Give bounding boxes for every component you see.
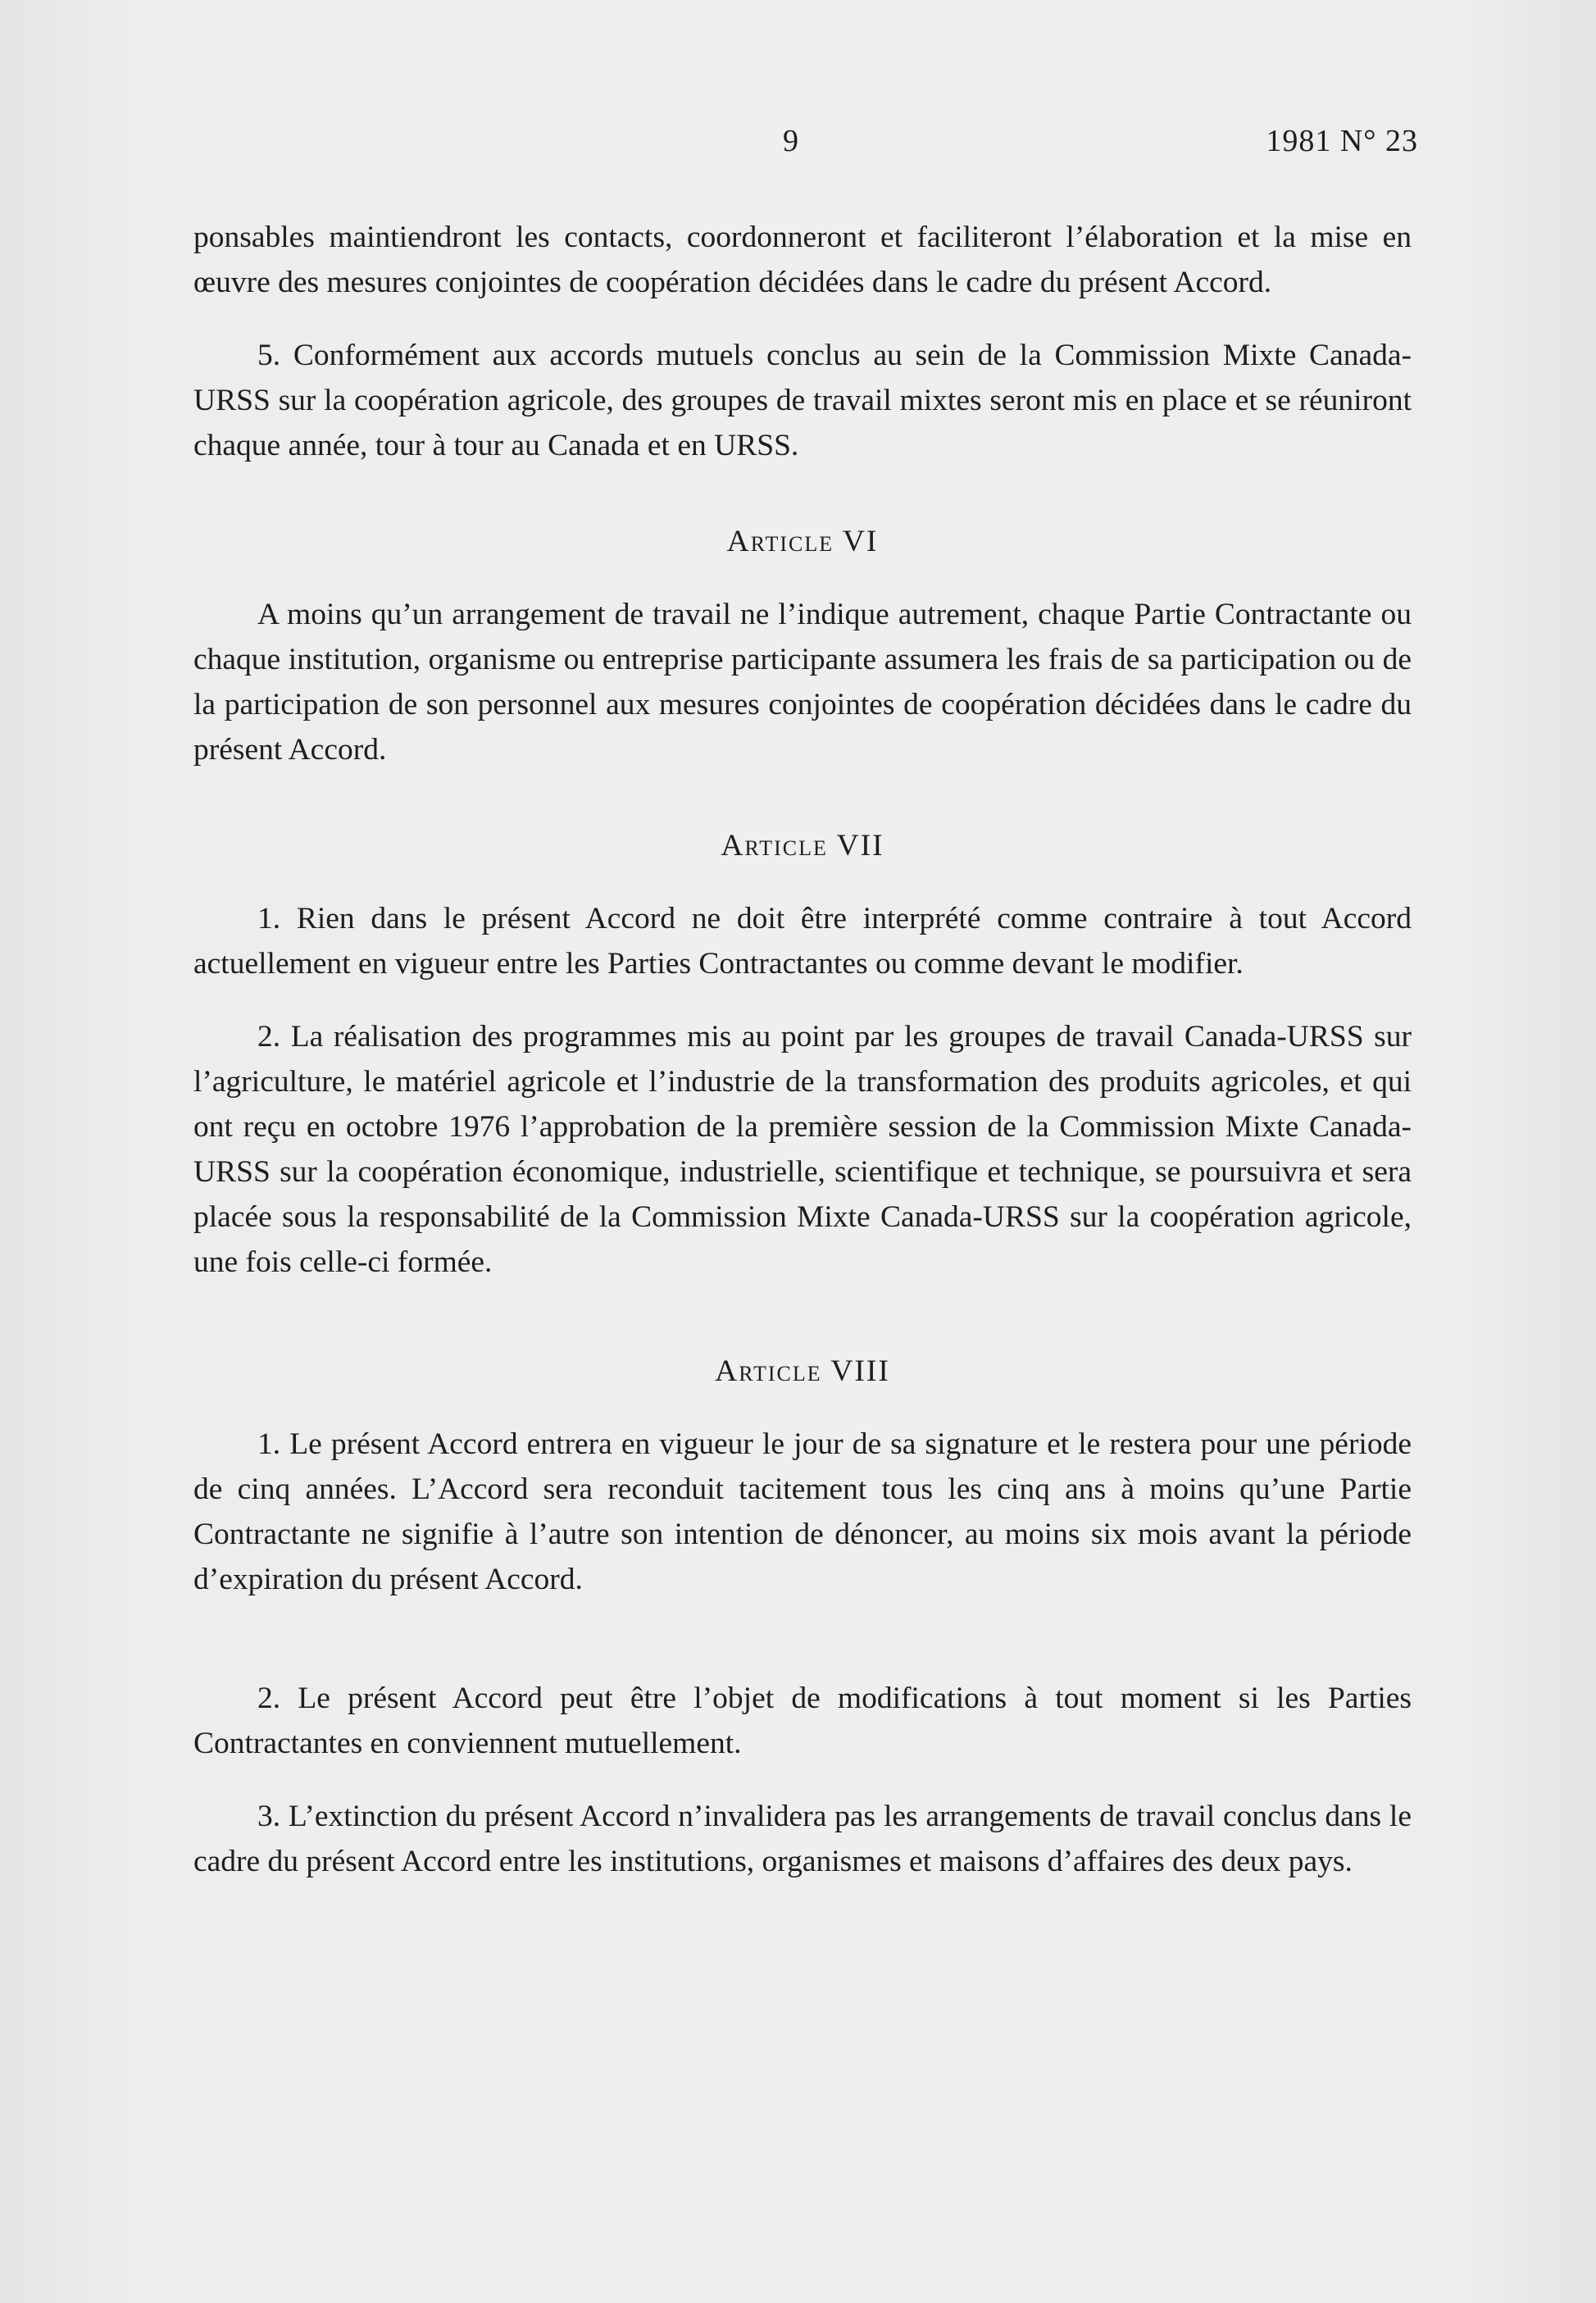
article-7-heading: Article VII: [721, 829, 884, 862]
article-6-heading: Article VI: [726, 525, 879, 558]
volume-number: 1981 N° 23: [1266, 124, 1418, 158]
page-number: 9: [783, 124, 798, 158]
article-8-paragraph-2: 2. Le présent Accord peut être l’objet de modifications à tout moment si les Parties Contractantes en conviennent mutuellement.: [193, 1682, 1412, 1760]
article-7-paragraph-1: 1. Rien dans le présent Accord ne doit être interprété comme contraire à tout Accord actuellement en vigueur entre les Parties Contractantes ou comme devant le modifier.: [193, 902, 1412, 981]
article-6-paragraph: A moins qu’un arrangement de travail ne l’indique autrement, chaque Partie Contractante ou chaque institution, organisme ou entreprise participante assumera les frais de sa participation ou de la participation de son personnel aux mesures conjointes de coopération décidées dans le cadre du présent Accord.: [193, 598, 1412, 767]
article-8-heading: Article VIII: [715, 1354, 890, 1388]
paragraph-spacer: [193, 1630, 1412, 1676]
article-8-paragraph-3: 3. L’extinction du présent Accord n’invalidera pas les arrangements de travail conclus dans le cadre du présent Accord entre les institutions, organismes et maisons d’affaires des deux pays.: [193, 1800, 1412, 1878]
paragraph-5: 5. Conformément aux accords mutuels conclus au sein de la Commission Mixte Canada-URSS sur la coopération agricole, des groupes de travail mixtes seront mis en place et se réuniront chaque année, tour à tour au Canada et en URSS.: [193, 339, 1412, 462]
document-body: [193, 215, 1412, 1912]
article-8-paragraph-1: 1. Le présent Accord entrera en vigueur le jour de sa signature et le restera pour une période de cinq années. L’Accord sera reconduit tacitement tous les cinq ans à moins qu’une Partie Contractante ne signifie à l’autre son intention de dénoncer, au moins six mois avant la période d’expiration du présent Accord.: [193, 1427, 1412, 1596]
page-header: [0, 123, 1596, 172]
paragraph-continuation: ponsables maintiendront les contacts, coordonneront et faciliteront l’élaboration et la mise en œuvre des mesures conjointes de coopération décidées dans le cadre du présent Accord.: [193, 221, 1412, 299]
article-7-paragraph-2: 2. La réalisation des programmes mis au point par les groupes de travail Canada-URSS sur l’agriculture, le matériel agricole et l’industrie de la transformation des produits agricoles, et qui ont reçu en octobre 1976 l’approbation de la première session de la Commission Mixte Canada-URSS sur la coopération économique, industrielle, scientifique et technique, se poursuivra et sera placée sous la responsabilité de la Commission Mixte Canada-URSS sur la coopération agricole, une fois celle-ci formée.: [193, 1020, 1412, 1279]
